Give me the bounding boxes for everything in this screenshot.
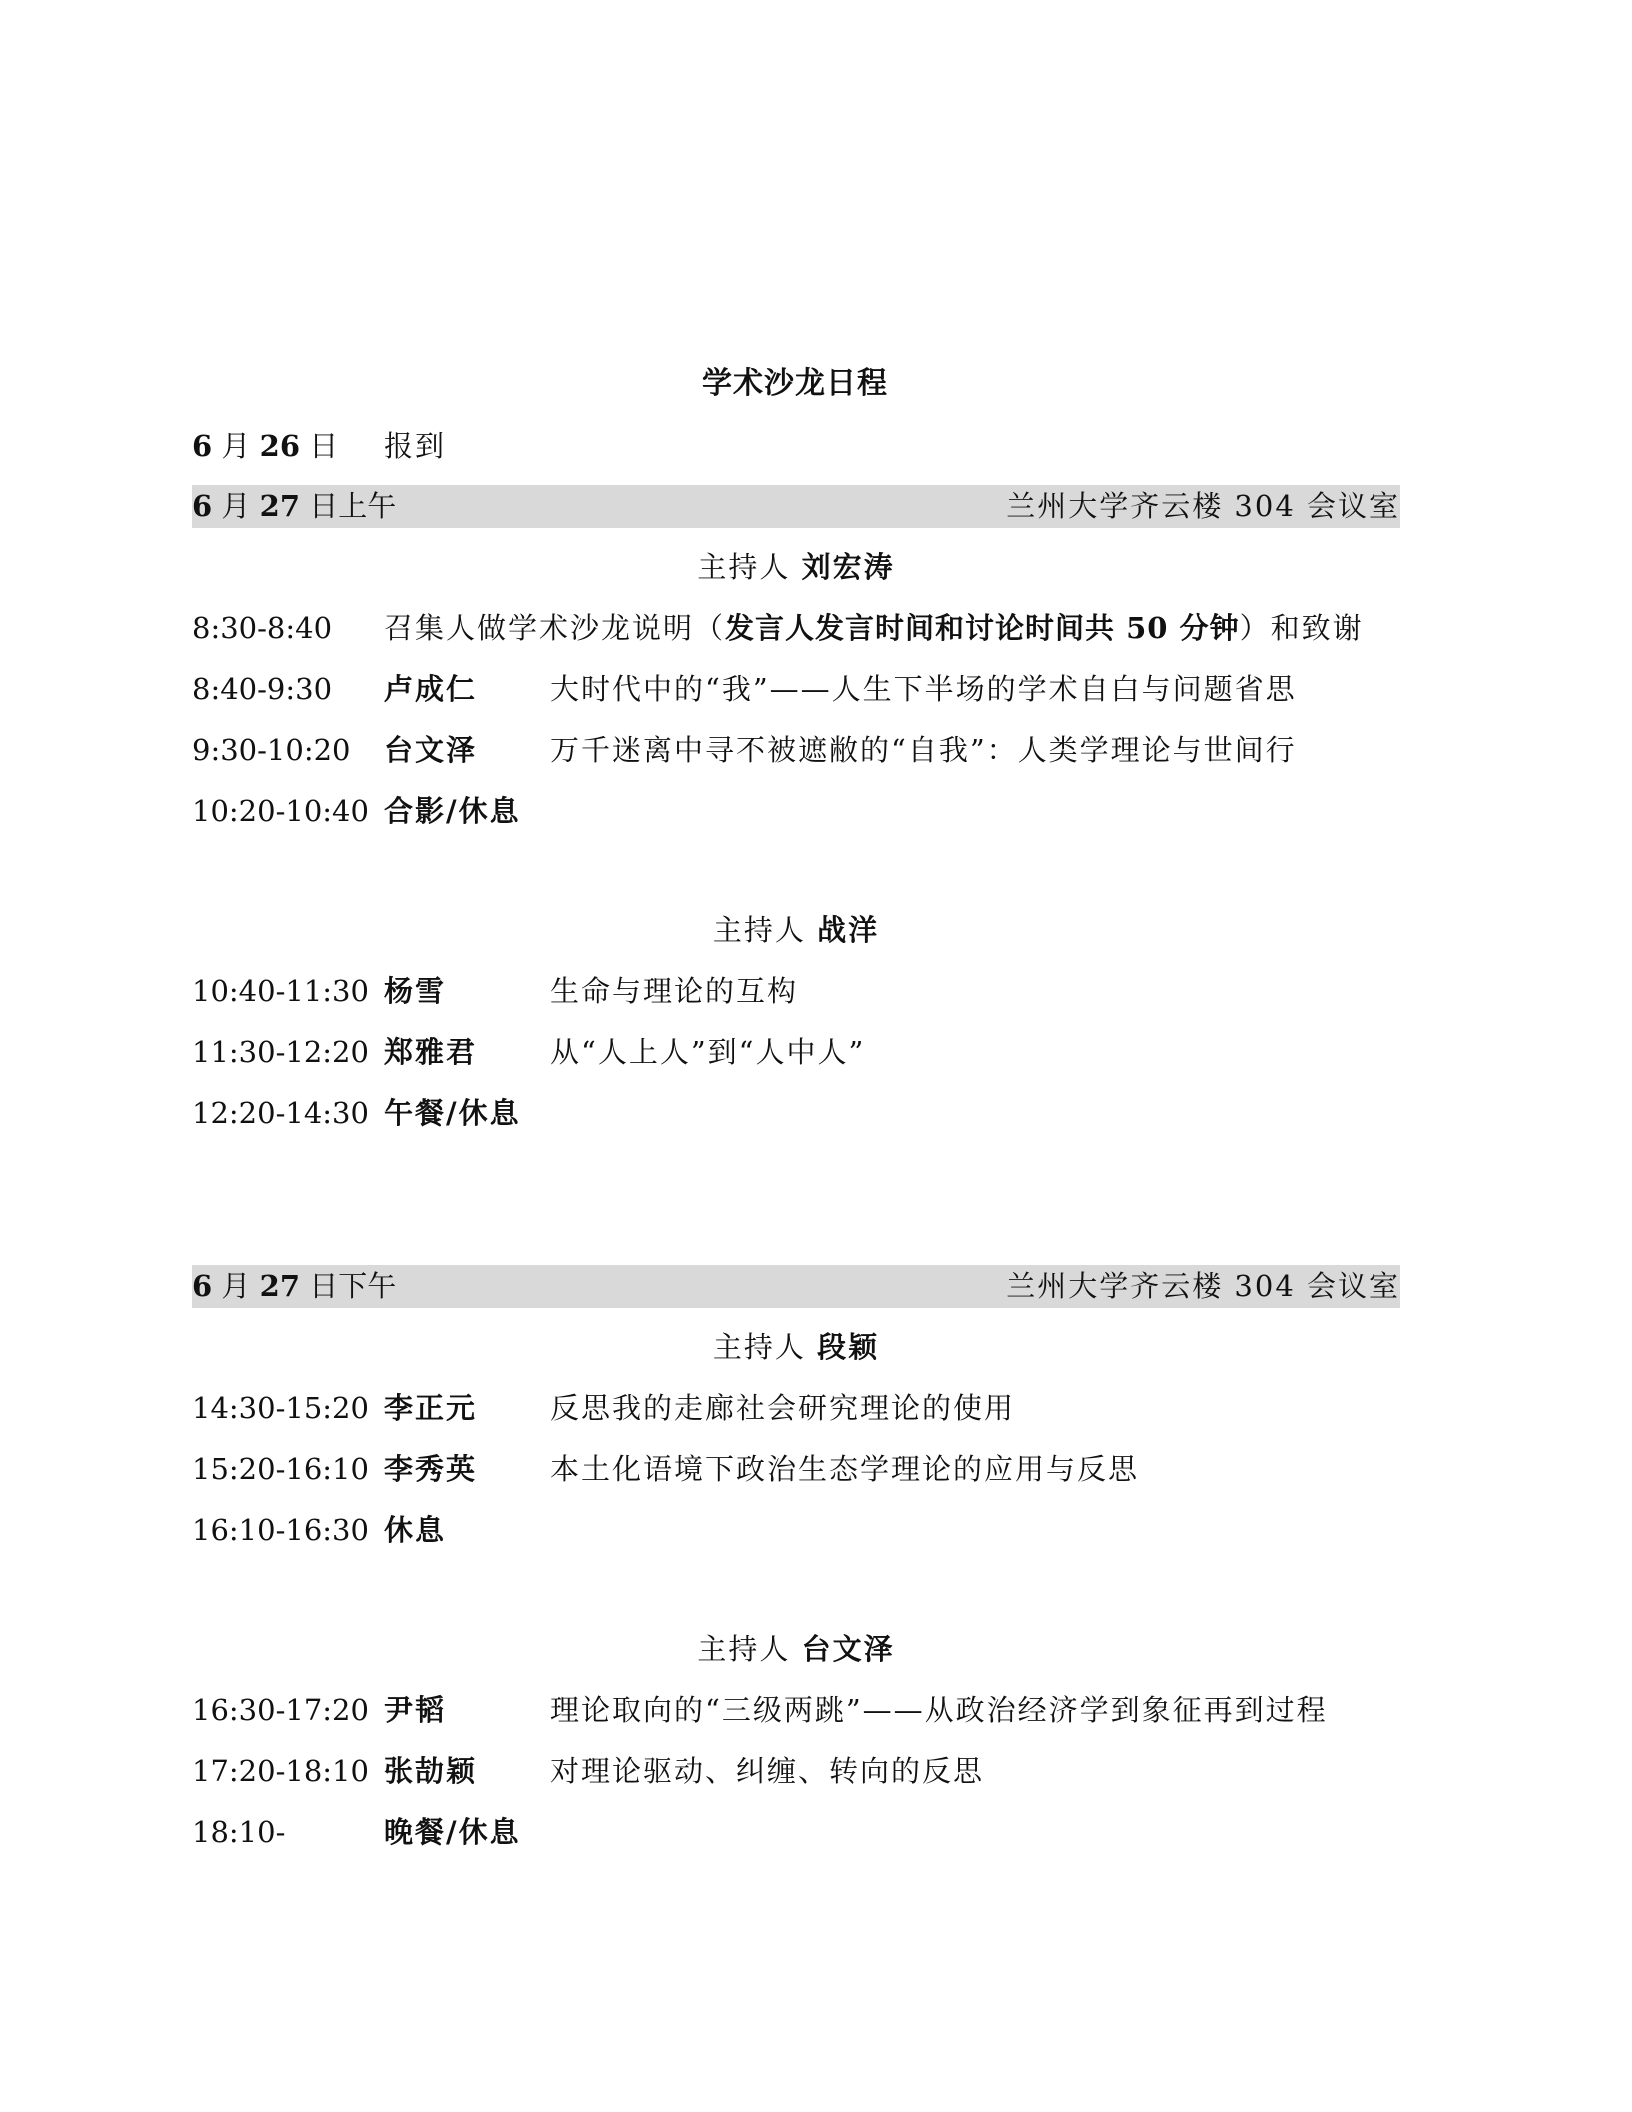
- talk-topic: 大时代中的“我”——人生下半场的学术自白与问题省思: [550, 672, 1297, 706]
- talk-topic: 本土化语境下政治生态学理论的应用与反思: [550, 1452, 1140, 1486]
- date-suffix: 日上午: [309, 489, 397, 523]
- talk-topic: 万千迷离中寻不被遮敝的“自我”：人类学理论与世间行: [550, 733, 1297, 767]
- schedule-row: [192, 1810, 1400, 1854]
- day27pm-venue: 兰州大学齐云楼 304 会议室: [1006, 1269, 1400, 1303]
- time-slot: 10:20-10:40: [192, 794, 369, 828]
- schedule-row: [192, 667, 1400, 711]
- day26-date: [192, 424, 338, 468]
- session-host: [192, 1325, 1400, 1369]
- day26-item: 报到: [384, 429, 447, 463]
- schedule-row: [192, 728, 1400, 772]
- day26-row: [192, 424, 1400, 468]
- host-label: 主持人: [697, 550, 791, 584]
- schedule-row: [192, 606, 1400, 650]
- time-slot: 8:30-8:40: [192, 611, 333, 645]
- talk-topic: 对理论驱动、纠缠、转向的反思: [550, 1754, 985, 1788]
- speaker-name: 台文泽: [384, 733, 478, 767]
- time-slot: 12:20-14:30: [192, 1096, 369, 1130]
- day27am-date: [192, 485, 396, 528]
- date-month: 月: [221, 429, 251, 463]
- note-text-end: ）和致谢: [1239, 611, 1364, 645]
- talk-topic: 生命与理论的互构: [550, 974, 799, 1008]
- day27pm-header: [192, 1265, 1400, 1308]
- schedule-row: [192, 1030, 1400, 1074]
- date-number: 6: [192, 429, 213, 463]
- session-host: [192, 545, 1400, 589]
- host-label: 主持人: [712, 913, 806, 947]
- schedule-row: [192, 1749, 1400, 1793]
- date-suffix: 日: [309, 429, 339, 463]
- time-slot: 18:10-: [192, 1815, 286, 1849]
- schedule-row: [192, 1447, 1400, 1491]
- page-title: 学术沙龙日程: [702, 366, 888, 401]
- speaker-name: 郑雅君: [384, 1035, 478, 1069]
- time-slot: 16:30-17:20: [192, 1693, 369, 1727]
- schedule-note: [384, 606, 1364, 650]
- time-slot: 17:20-18:10: [192, 1754, 369, 1788]
- schedule-row: [192, 789, 1400, 833]
- time-slot: 11:30-12:20: [192, 1035, 369, 1069]
- host-label: 主持人: [697, 1632, 791, 1666]
- schedule-row: [192, 969, 1400, 1013]
- time-slot: 15:20-16:10: [192, 1452, 369, 1486]
- host-name: 台文泽: [801, 1632, 895, 1666]
- date-month: 月: [221, 1269, 251, 1303]
- note-text: 召集人做学术沙龙说明（: [384, 611, 726, 645]
- time-slot: 10:40-11:30: [192, 974, 369, 1008]
- session-host: [192, 1627, 1400, 1671]
- day27am-header: [192, 485, 1400, 528]
- schedule-row: [192, 1386, 1400, 1430]
- talk-topic: 理论取向的“三级两跳”——从政治经济学到象征再到过程: [550, 1693, 1328, 1727]
- schedule-row: [192, 1688, 1400, 1732]
- date-day: 26: [259, 429, 300, 463]
- speaker-name: 张劼颖: [384, 1754, 478, 1788]
- talk-topic: 从“人上人”到“人中人”: [550, 1035, 866, 1069]
- speaker-name: 李正元: [384, 1391, 478, 1425]
- date-month: 月: [221, 489, 251, 523]
- time-slot: 8:40-9:30: [192, 672, 333, 706]
- break-label: 合影/休息: [384, 794, 521, 828]
- date-number: 6: [192, 489, 213, 523]
- date-suffix: 日下午: [309, 1269, 397, 1303]
- host-label: 主持人: [712, 1330, 806, 1364]
- host-name: 战洋: [817, 913, 880, 947]
- session-host: [192, 908, 1400, 952]
- time-slot: 16:10-16:30: [192, 1513, 369, 1547]
- schedule-row: [192, 1508, 1400, 1552]
- schedule-row: [192, 1091, 1400, 1135]
- speaker-name: 卢成仁: [384, 672, 478, 706]
- host-name: 刘宏涛: [801, 550, 895, 584]
- date-day: 27: [259, 489, 300, 523]
- day27am-venue: 兰州大学齐云楼 304 会议室: [1006, 489, 1400, 523]
- speaker-name: 杨雪: [384, 974, 447, 1008]
- date-day: 27: [259, 1269, 300, 1303]
- time-slot: 9:30-10:20: [192, 733, 351, 767]
- break-label: 午餐/休息: [384, 1096, 521, 1130]
- note-bold-text: 发言人发言时间和讨论时间共 50 分钟: [725, 611, 1240, 645]
- speaker-name: 尹韬: [384, 1693, 447, 1727]
- day27pm-date: [192, 1265, 396, 1308]
- host-name: 段颖: [817, 1330, 880, 1364]
- break-label: 晚餐/休息: [384, 1815, 521, 1849]
- date-number: 6: [192, 1269, 213, 1303]
- talk-topic: 反思我的走廊社会研究理论的使用: [550, 1391, 1016, 1425]
- speaker-name: 李秀英: [384, 1452, 478, 1486]
- break-label: 休息: [384, 1513, 447, 1547]
- time-slot: 14:30-15:20: [192, 1391, 369, 1425]
